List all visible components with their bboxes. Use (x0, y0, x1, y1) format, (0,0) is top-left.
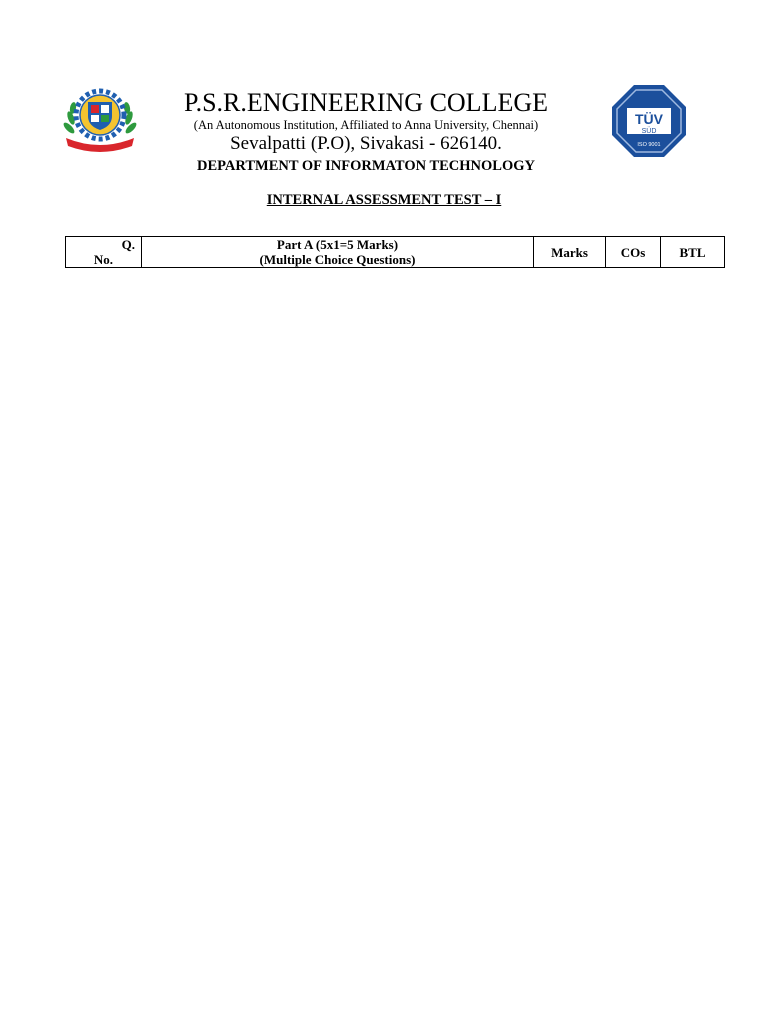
college-name: P.S.R.ENGINEERING COLLEGE (184, 88, 548, 117)
tuv-brand-text: TÜV (635, 111, 663, 127)
header-cos: COs (606, 237, 661, 268)
header-question-number (66, 237, 142, 268)
iso-standard-text: ISO 9001 (637, 142, 661, 148)
header-marks: Marks (534, 237, 606, 268)
header-qno-line1: Q. (121, 237, 135, 252)
header-part-a (142, 237, 534, 268)
question-table (65, 236, 725, 268)
test-title: INTERNAL ASSESSMENT TEST – I (266, 192, 502, 208)
college-emblem-icon (62, 88, 138, 152)
header-part-line2: (Multiple Choice Questions) (259, 252, 416, 267)
sud-text: SÜD (641, 128, 657, 135)
table-header-row (66, 237, 725, 268)
header-part-line1: Part A (5x1=5 Marks) (276, 237, 399, 252)
header-btl: BTL (661, 237, 725, 268)
college-address: Sevalpatti (P.O), Sivakasi - 626140. (230, 133, 502, 154)
tuv-sud-certification-icon (610, 84, 688, 158)
department-name: DEPARTMENT OF INFORMATON TECHNOLOGY (197, 158, 535, 174)
affiliation-text: (An Autonomous Institution, Affiliated to Anna University, Chennai) (193, 118, 539, 132)
header-qno-line2: No. (93, 252, 114, 267)
